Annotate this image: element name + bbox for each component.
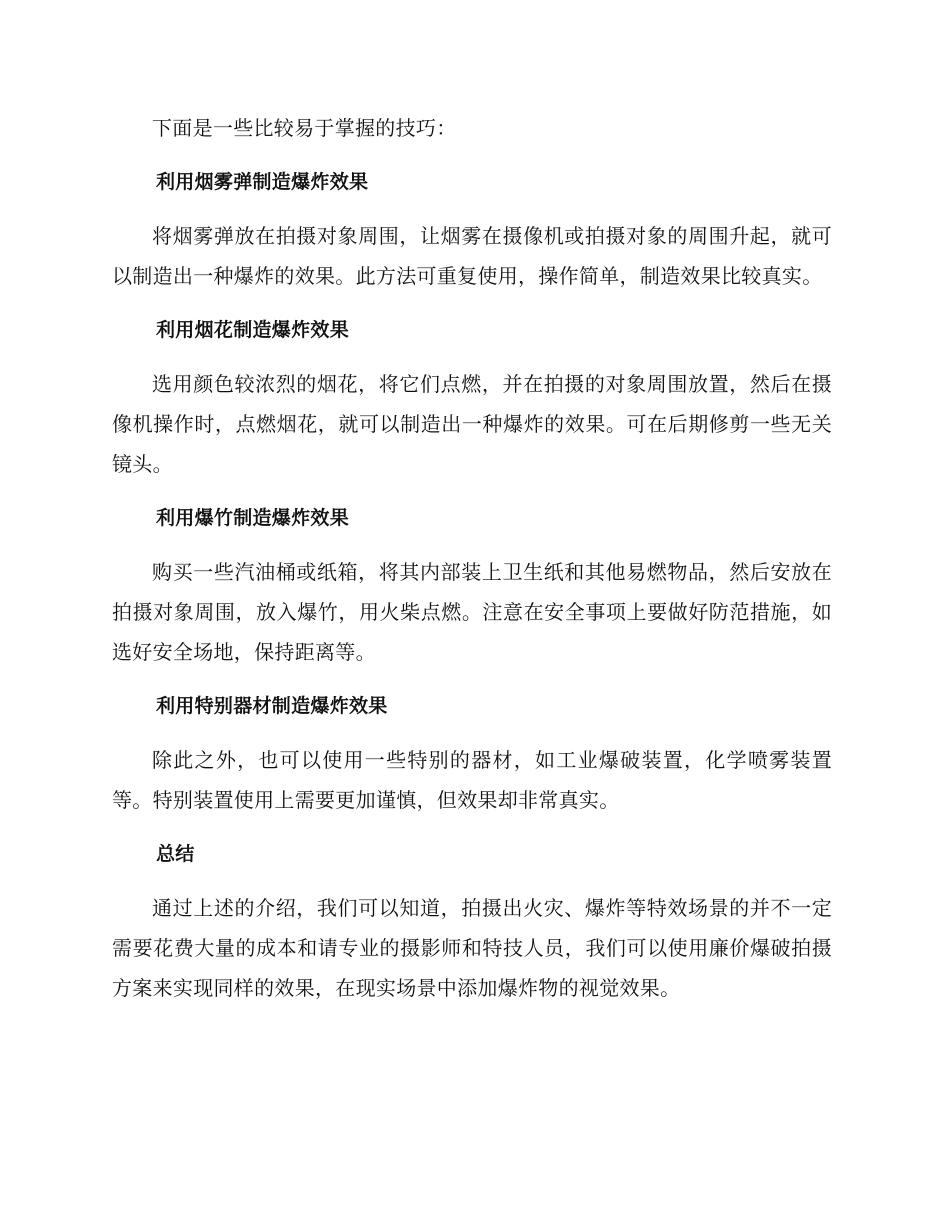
section-body-summary: 通过上述的介绍，我们可以知道，拍摄出火灾、爆炸等特效场景的并不一定需要花费大量的成本和请专业的摄影师和特技人员，我们可以使用廉价爆破拍摄方案来实现同样的效果，在现实场景中添加爆炸物的视觉效果。: [112, 896, 832, 1000]
intro-paragraph: 下面是一些比较易于掌握的技巧：: [152, 116, 457, 140]
section-body-special-equipment: 除此之外，也可以使用一些特别的器材，如工业爆破装置，化学喷雾装置等。特别装置使用上需要更加谨慎，但效果却非常真实。: [112, 748, 832, 812]
section-body-fireworks: 选用颜色较浓烈的烟花，将它们点燃，并在拍摄的对象周围放置，然后在摄像机操作时，点燃烟花，就可以制造出一种爆炸的效果。可在后期修剪一些无关镜头。: [112, 372, 832, 476]
section-body-smoke-bomb: 将烟雾弹放在拍摄对象周围，让烟雾在摄像机或拍摄对象的周围升起，就可以制造出一种爆炸的效果。此方法可重复使用，操作简单，制造效果比较真实。: [112, 224, 832, 288]
section-body-firecrackers: 购买一些汽油桶或纸箱，将其内部装上卫生纸和其他易燃物品，然后安放在拍摄对象周围，放入爆竹，用火柴点燃。注意在安全事项上要做好防范措施，如选好安全场地，保持距离等。: [112, 560, 832, 664]
section-heading-summary: 总结: [156, 843, 195, 865]
section-heading-firecrackers: 利用爆竹制造爆炸效果: [156, 507, 350, 529]
section-heading-fireworks: 利用烟花制造爆炸效果: [156, 319, 350, 341]
section-heading-smoke-bomb: 利用烟雾弹制造爆炸效果: [156, 171, 369, 193]
document-body: [112, 108, 832, 1022]
section-heading-special-equipment: 利用特别器材制造爆炸效果: [156, 695, 388, 717]
